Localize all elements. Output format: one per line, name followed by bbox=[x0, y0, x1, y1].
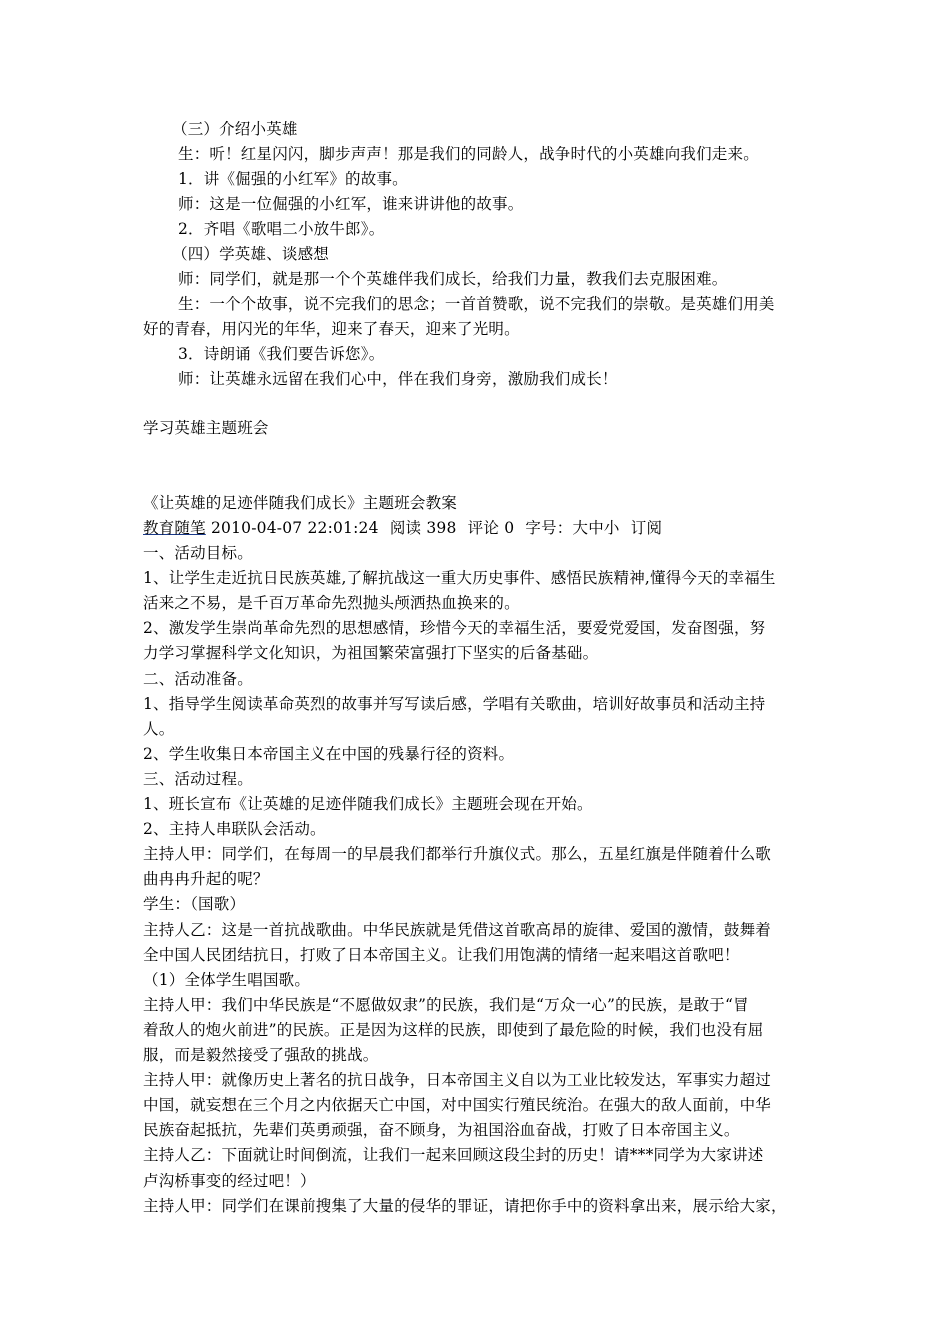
article-line: 中国，就妄想在三个月之内依据天亡中国，对中国实行殖民统治。在强大的敌人面前，中华 bbox=[143, 1096, 772, 1115]
paragraph: 师：这是一位倔强的小红军，谁来讲讲他的故事。 bbox=[178, 195, 524, 213]
font-size-switch[interactable]: 字号：大中小 bbox=[525, 519, 620, 537]
article-line: （1）全体学生唱国歌。 bbox=[143, 970, 311, 989]
article-line: 主持人甲：就像历史上著名的抗日战争，日本帝国主义自以为工业比较发达，军事实力超过 bbox=[143, 1071, 772, 1090]
article-line: 人。 bbox=[143, 719, 175, 738]
article-line: 2、激发学生崇尚革命先烈的思想感情，珍惜今天的幸福生活，要爱党爱国，发奋图强，努 bbox=[143, 619, 766, 638]
article-line: 主持人甲：同学们在课前搜集了大量的侵华的罪证，请把你手中的资料拿出来，展示给大家， bbox=[143, 1196, 787, 1215]
article-line: 曲冉冉升起的呢？ bbox=[143, 870, 269, 889]
paragraph: 生：听！红星闪闪，脚步声声！那是我们的同龄人，战争时代的小英雄向我们走来。 bbox=[178, 145, 759, 163]
article-line: 活来之不易，是千百万革命先烈抛头颅洒热血换来的。 bbox=[143, 594, 520, 613]
post-datetime: 2010-04-07 22:01:24 bbox=[210, 519, 379, 537]
section-heading-3: （三）介绍小英雄 bbox=[172, 120, 298, 138]
paragraph: 1．讲《倔强的小红军》的故事。 bbox=[178, 170, 408, 188]
article-line: 1、让学生走近抗日民族英雄,了解抗战这一重大历史事件、感悟民族精神,懂得今天的幸福生 bbox=[143, 569, 776, 588]
article-line: 全中国人民团结抗日，打败了日本帝国主义。让我们用饱满的情绪一起来唱这首歌吧！ bbox=[143, 945, 740, 964]
article-line: 主持人甲：同学们，在每周一的早晨我们都举行升旗仪式。那么，五星红旗是伴随着什么歌 bbox=[143, 845, 772, 864]
article-line: 学生：（国歌） bbox=[143, 895, 246, 914]
article-line: 主持人乙：下面就让时间倒流，让我们一起来回顾这段尘封的历史！请***同学为大家讲述 bbox=[143, 1146, 764, 1165]
paragraph: 3．诗朗诵《我们要告诉您》。 bbox=[178, 345, 385, 363]
article-title: 《让英雄的足迹伴随我们成长》主题班会教案 bbox=[143, 494, 458, 512]
section-title: 学习英雄主题班会 bbox=[143, 419, 269, 437]
article-line: 着敌人的炮火前进”的民族。正是因为这样的民族，即使到了最危险的时候，我们也没有屈 bbox=[143, 1020, 764, 1039]
paragraph: 师：让英雄永远留在我们心中，伴在我们身旁，激励我们成长！ bbox=[178, 370, 618, 388]
article-line: 1、指导学生阅读革命英烈的故事并写写读后感，学唱有关歌曲，培训好故事员和活动主持 bbox=[143, 694, 766, 713]
article-line: 主持人乙：这是一首抗战歌曲。中华民族就是凭借这首歌高昂的旋律、爱国的激情，鼓舞着 bbox=[143, 920, 772, 939]
section-heading-4: （四）学英雄、谈感想 bbox=[172, 245, 330, 263]
article-line: 卢沟桥事变的经过吧！） bbox=[143, 1171, 316, 1190]
category-link[interactable]: 教育随笔 bbox=[143, 519, 206, 537]
paragraph: 2．齐唱《歌唱二小放牛郎》。 bbox=[178, 220, 385, 238]
subscribe-link[interactable]: 订阅 bbox=[630, 519, 663, 537]
article-line: 二、活动准备。 bbox=[143, 669, 253, 688]
article-line: 三、活动过程。 bbox=[143, 769, 253, 788]
article-line: 2、主持人串联队会活动。 bbox=[143, 820, 326, 839]
paragraph: 好的青春，用闪光的年华，迎来了春天，迎来了光明。 bbox=[143, 320, 520, 338]
paragraph: 师：同学们，就是那一个个英雄伴我们成长，给我们力量，教我们去克服困难。 bbox=[178, 270, 728, 288]
article-line: 主持人甲：我们中华民族是“不愿做奴隶”的民族，我们是“万众一心”的民族，是敢于“冒 bbox=[143, 995, 749, 1014]
comment-count[interactable]: 评论 0 bbox=[467, 519, 515, 537]
article-line: 民族奋起抵抗，先辈们英勇顽强，奋不顾身，为祖国浴血奋战，打败了日本帝国主义。 bbox=[143, 1121, 740, 1140]
article-line: 一、活动目标。 bbox=[143, 544, 253, 562]
article-line: 1、班长宣布《让英雄的足迹伴随我们成长》主题班会现在开始。 bbox=[143, 795, 593, 813]
article-line: 力学习掌握科学文化知识，为祖国繁荣富强打下坚实的后备基础。 bbox=[143, 644, 599, 663]
read-count: 阅读 398 bbox=[389, 519, 457, 537]
article-line: 2、学生收集日本帝国主义在中国的残暴行径的资料。 bbox=[143, 744, 515, 763]
article-meta bbox=[143, 515, 668, 541]
article-line: 服，而是毅然接受了强敌的挑战。 bbox=[143, 1046, 379, 1064]
paragraph: 生：一个个故事，说不完我们的思念；一首首赞歌，说不完我们的崇敬。是英雄们用美 bbox=[178, 295, 775, 313]
